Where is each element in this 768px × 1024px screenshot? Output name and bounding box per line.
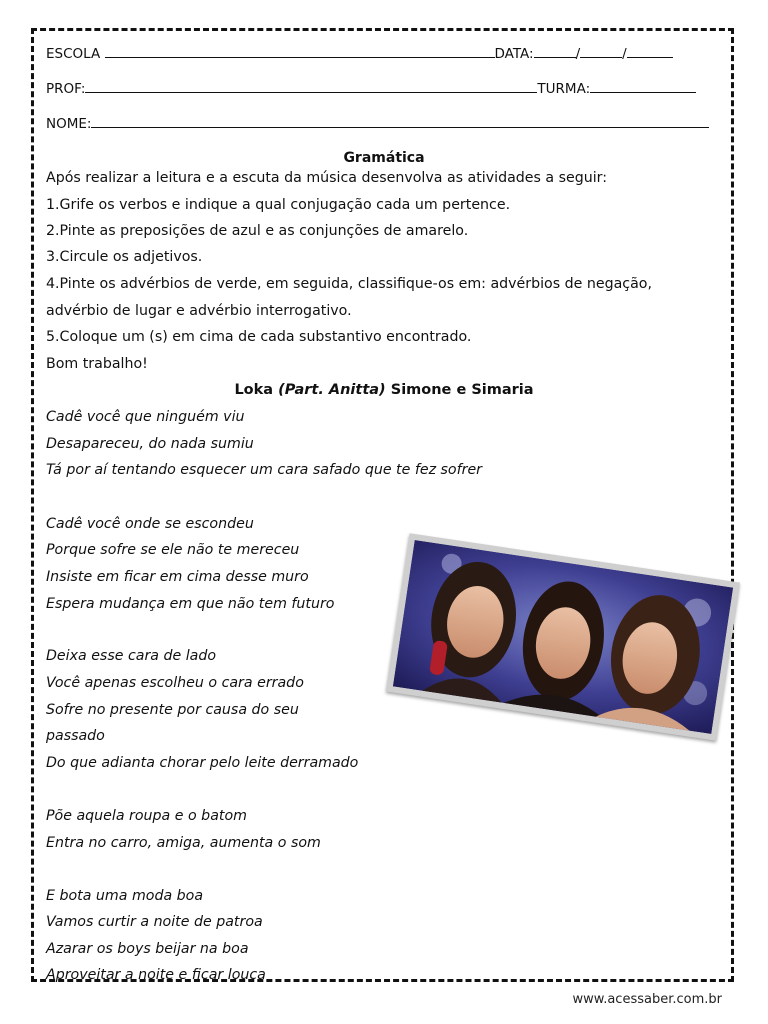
lyric-line: Tá por aí tentando esquecer um cara safado que te fez sofrer: [46, 462, 483, 478]
nome-row: [46, 115, 709, 132]
data-day-field[interactable]: [534, 45, 576, 58]
lyric-line: Deixa esse cara de lado: [46, 648, 217, 664]
lyric-line: Cadê você onde se escondeu: [46, 516, 254, 532]
data-separator: /: [622, 46, 627, 62]
turma-field[interactable]: [590, 80, 696, 93]
page-title: Gramática: [343, 150, 425, 166]
escola-field[interactable]: [105, 45, 495, 58]
song-title: [0, 382, 768, 398]
song-featuring: (Part. Anitta): [278, 382, 386, 398]
prof-field[interactable]: [85, 80, 537, 93]
instruction-line: advérbio de lugar e advérbio interrogativo.: [46, 303, 352, 319]
lyric-line: Insiste em ficar em cima desse muro: [46, 569, 309, 585]
instruction-line: Bom trabalho!: [46, 356, 148, 372]
song-artists: Simone e Simaria: [390, 382, 534, 398]
escola-label: ESCOLA: [46, 46, 101, 62]
lyric-line: Desapareceu, do nada sumiu: [46, 436, 254, 452]
lyric-line: Vamos curtir a noite de patroa: [46, 914, 263, 930]
lyric-line: Entra no carro, amiga, aumenta o som: [46, 835, 321, 851]
lyric-line: Aproveitar a noite e ficar louca: [46, 967, 266, 983]
lyric-line: Azarar os boys beijar na boa: [46, 941, 249, 957]
instruction-line: 2.Pinte as preposições de azul e as conjunções de amarelo.: [46, 223, 469, 239]
data-label: DATA:: [494, 46, 534, 62]
lyric-line: Do que adianta chorar pelo leite derramado: [46, 755, 359, 771]
turma-label: TURMA:: [537, 81, 591, 97]
data-month-field[interactable]: [580, 45, 622, 58]
prof-row: [46, 80, 696, 97]
lyric-line: Espera mudança em que não tem futuro: [46, 596, 335, 612]
lyric-line: Você apenas escolheu o cara errado: [46, 675, 304, 691]
lyric-line: Porque sofre se ele não te mereceu: [46, 542, 300, 558]
data-year-field[interactable]: [627, 45, 673, 58]
lyric-line: Põe aquela roupa e o batom: [46, 808, 247, 824]
instruction-line: 4.Pinte os advérbios de verde, em seguida, classifique-os em: advérbios de negação,: [46, 276, 652, 292]
instruction-line: Após realizar a leitura e a escuta da música desenvolva as atividades a seguir:: [46, 170, 608, 186]
lyric-line: passado: [46, 728, 105, 744]
instruction-line: 1.Grife os verbos e indique a qual conjugação cada um pertence.: [46, 197, 511, 213]
lyric-line: E bota uma moda boa: [46, 888, 204, 904]
instruction-line: 5.Coloque um (s) em cima de cada substantivo encontrado.: [46, 329, 472, 345]
nome-label: NOME:: [46, 116, 92, 132]
song-name: Loka: [234, 382, 274, 398]
escola-row: [46, 45, 673, 62]
nome-field[interactable]: [91, 115, 709, 128]
lyric-line: Cadê você que ninguém viu: [46, 409, 245, 425]
prof-label: PROF:: [46, 81, 86, 97]
data-separator: /: [575, 46, 581, 62]
lyric-line: Sofre no presente por causa do seu: [46, 702, 299, 718]
footer-website: www.acessaber.com.br: [572, 992, 722, 1007]
instruction-line: 3.Circule os adjetivos.: [46, 249, 203, 265]
